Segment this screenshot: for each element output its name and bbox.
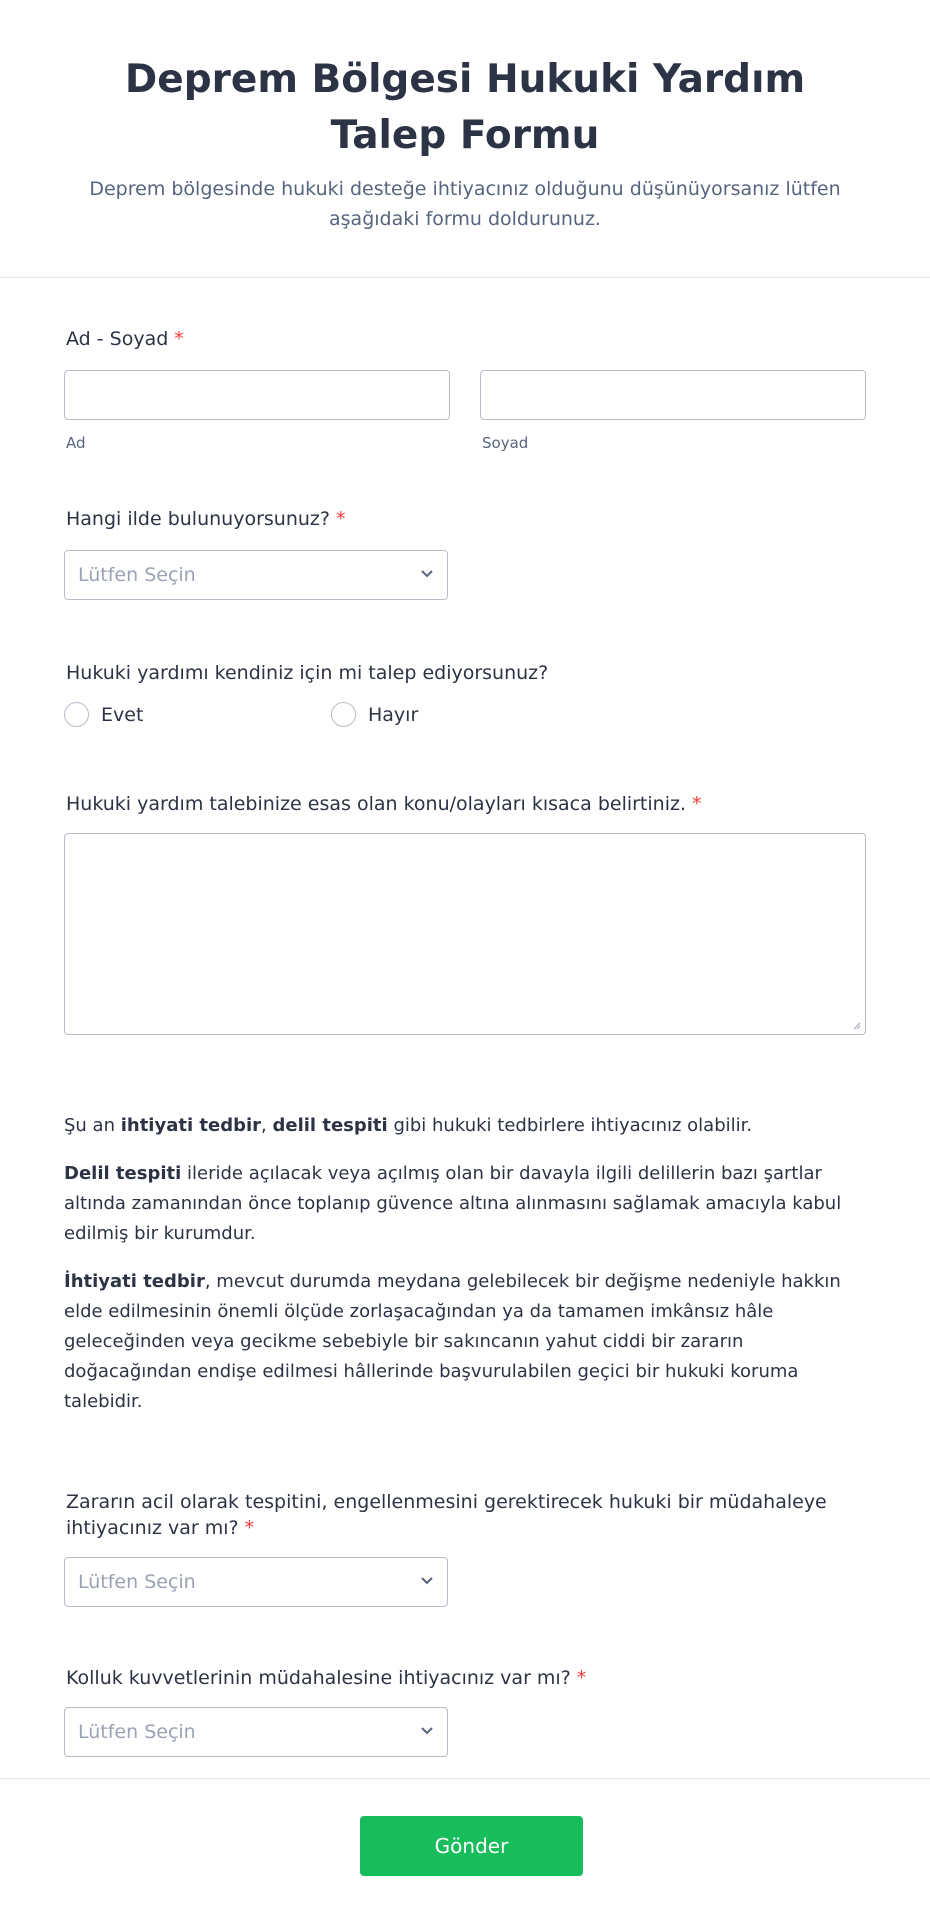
radio-circle[interactable]	[331, 702, 356, 727]
police-select-placeholder: Lütfen Seçin	[78, 1721, 196, 1743]
page-subtitle: Deprem bölgesinde hukuki desteğe ihtiyacınız olduğunu düşünüyorsanız lütfen aşağıdaki formu doldurunuz.	[89, 178, 841, 230]
info-text: ileride açılacak veya açılmış olan bir davayla ilgili delillerin bazı şartlar altında zamanından önce toplanıp güvence altına alınmasını sağlamak amacıyla kabul edilmiş bir kurumdur.	[64, 1163, 842, 1244]
city-select[interactable]	[64, 550, 448, 600]
info-section	[64, 1111, 866, 1417]
self-request-label: Hukuki yardımı kendiniz için mi talep ediyorsunuz?	[66, 662, 549, 684]
police-label	[66, 1665, 866, 1691]
info-text: , mevcut durumda meydana gelebilecek bir değişme nedeniyle hakkın elde edilmesinin önemli ölçüde zorlaşacağından ya da tamamen imkânsız hâle geleceğinden veya gecikme sebebiyle bir sakıncanın yahut ciddi bir zararın doğacağından endişe edilmesi hâllerinde başvurulabilen geçici bir hukuki koruma talebidir.	[64, 1271, 841, 1412]
form-header	[0, 0, 930, 278]
info-bold: ihtiyati tedbir	[120, 1115, 262, 1136]
info-bold: İhtiyati tedbir	[64, 1271, 205, 1292]
info-text: Şu an	[64, 1115, 121, 1136]
required-mark: *	[692, 793, 702, 815]
radio-circle[interactable]	[64, 702, 89, 727]
radio-label: Evet	[101, 703, 144, 726]
last-name-input[interactable]	[480, 370, 866, 420]
form-body	[0, 326, 930, 1757]
urgent-select-placeholder: Lütfen Seçin	[78, 1571, 196, 1593]
name-label	[66, 326, 866, 352]
info-paragraph-2	[64, 1159, 866, 1249]
city-select-placeholder: Lütfen Seçin	[78, 564, 196, 586]
last-name-sublabel: Soyad	[482, 434, 529, 452]
submit-button[interactable]: Gönder	[360, 1816, 583, 1876]
urgent-field	[64, 1489, 866, 1607]
urgent-label-text: Zararın acil olarak tespitini, engellenmesini gerektirecek hukuki bir müdahaleye ihtiyacınız var mı?	[66, 1491, 827, 1539]
resize-handle-icon[interactable]	[851, 1020, 861, 1030]
info-text: gibi hukuki tedbirlere ihtiyacınız olabilir.	[387, 1115, 753, 1136]
form-footer	[0, 1778, 930, 1924]
city-label-text: Hangi ilde bulunuyorsunuz?	[66, 508, 330, 530]
chevron-down-icon	[419, 1572, 435, 1588]
police-select[interactable]	[64, 1707, 448, 1757]
topic-label	[66, 791, 866, 817]
city-label	[66, 506, 866, 532]
topic-label-text: Hukuki yardım talebinize esas olan konu/olayları kısaca belirtiniz.	[66, 793, 686, 815]
self-request-field	[64, 660, 866, 727]
required-mark: *	[174, 328, 184, 350]
police-field	[64, 1665, 866, 1757]
urgent-select[interactable]	[64, 1557, 448, 1607]
info-bold: delil tespiti	[272, 1115, 388, 1136]
first-name-input[interactable]	[64, 370, 450, 420]
topic-field	[64, 791, 866, 1035]
topic-textarea[interactable]	[64, 833, 866, 1035]
required-mark: *	[244, 1517, 255, 1539]
radio-evet[interactable]	[64, 702, 331, 727]
required-mark: *	[335, 508, 346, 530]
page-title: Deprem Bölgesi Hukuki Yardım Talep Formu	[124, 57, 806, 158]
info-text: ,	[261, 1115, 273, 1136]
radio-hayir[interactable]	[331, 702, 598, 727]
city-field	[64, 506, 866, 600]
name-label-text: Ad - Soyad	[66, 328, 169, 350]
radio-label: Hayır	[368, 703, 419, 726]
first-name-sublabel: Ad	[66, 434, 86, 452]
required-mark: *	[576, 1667, 587, 1689]
info-bold: Delil tespiti	[64, 1163, 182, 1184]
info-paragraph-3	[64, 1267, 866, 1417]
chevron-down-icon	[419, 1722, 435, 1738]
info-paragraph-1	[64, 1111, 866, 1141]
name-field	[64, 326, 866, 452]
urgent-label	[66, 1489, 866, 1541]
police-label-text: Kolluk kuvvetlerinin müdahalesine ihtiyacınız var mı?	[66, 1667, 571, 1689]
chevron-down-icon	[419, 565, 435, 581]
